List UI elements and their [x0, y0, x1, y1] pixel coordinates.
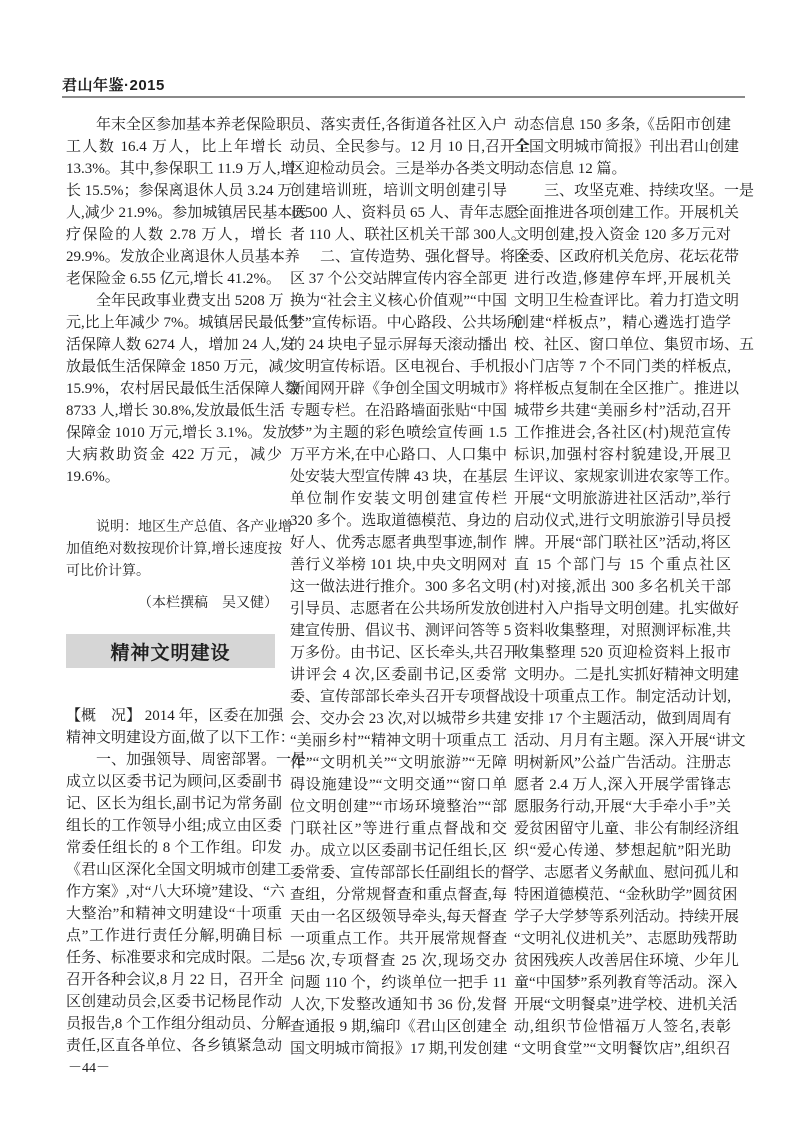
text-line: 召开各种会议,8 月 22 日，召开全 — [66, 972, 284, 988]
text-line: 专题专栏。在沿路墙面张贴“中国 — [290, 403, 507, 419]
text-line: 办。成立以区委副书记任组长,区 — [290, 843, 507, 859]
text-line: 进村入户指导文明创建。扎实做好 — [514, 601, 740, 617]
text-line: 愿者 2.4 万人,深入开展学雷锋志 — [514, 777, 731, 793]
text-line: 换为“社会主义核心价值观”“中国 — [290, 293, 507, 309]
text-line: 安排 17 个主题活动，做到周周有 — [514, 711, 732, 727]
text-line: 区创建动员会,区委书记杨昆作动 — [66, 994, 282, 1010]
paragraph — [66, 705, 295, 749]
paragraph — [66, 749, 307, 1057]
text-line: 将样板点复制在全区推广。推进以 — [514, 381, 740, 397]
text-line: 点”工作进行责任分解,明确目标 — [66, 928, 282, 944]
paragraph — [514, 114, 740, 180]
text-line: 员报告,8 个工作组分组动员、分解 — [66, 1016, 292, 1032]
text-line: 委、宣传部部长牵头召开专项督战 — [290, 689, 516, 705]
text-line: “美丽乡村”“精神文明十项重点工 — [290, 733, 507, 749]
header-rule — [62, 96, 745, 98]
column1-note — [66, 517, 292, 583]
section-heading-box — [66, 634, 275, 668]
text-line: 国文明城市简报》17 期,刊发创建 — [290, 1041, 508, 1057]
text-line: 说明：地区生产总值、各产业增 — [96, 520, 292, 535]
paragraph — [66, 114, 308, 290]
text-line: 【概 况】 2014 年，区委在加强 — [66, 708, 284, 724]
text-line: 委常委、宣传部部长任副组长的督 — [290, 865, 516, 881]
text-line: 开展“文明旅游进社区活动”,举行 — [514, 491, 731, 507]
text-line: (村)对接,派出 300 多名机关干部 — [514, 579, 731, 595]
text-line: 全国文明城市简报》刊出君山创建 — [514, 139, 740, 155]
text-line: 启动仪式,进行文明旅游引导员授 — [514, 513, 731, 529]
text-line: 贫困残疾人改善居住环境、少年儿 — [514, 953, 740, 969]
text-line: 可比价计算。 — [66, 564, 150, 579]
text-line: 创建培训班，培训文明创建引导 — [290, 183, 507, 199]
text-line: 工作推进会,各社区(村)规范宣传 — [514, 425, 731, 441]
text-line: 放最低生活保障金 1850 万元，减少 — [66, 359, 299, 375]
text-line: 320 多个。选取道德模范、身边的 — [290, 513, 512, 529]
text-line: 大整治”和精神文明建设“十项重 — [66, 906, 282, 922]
text-line: 区委、区政府机关危房、花坛花带 — [514, 249, 740, 265]
text-line: 元,比上年减少 7%。城镇居民最低生 — [66, 315, 304, 331]
paragraph — [290, 114, 531, 246]
text-line: 8733 人,增长 30.8%,发放最低生活 — [66, 403, 285, 419]
text-line: 作”“文明机关”“文明旅游”“无障 — [290, 755, 507, 771]
text-line: 的 24 块电子显示屏每天滚动播出 — [290, 337, 508, 353]
text-line: 长 15.5%；参保离退休人员 3.24 万 — [66, 183, 293, 199]
section-title: 精神文明建设 — [110, 642, 231, 664]
text-line: 单位制作安装文明创建宣传栏 — [290, 491, 507, 507]
column1-intro-text — [66, 114, 308, 488]
text-line: 引导员、志愿者在公共场所发放创 — [290, 601, 516, 617]
text-line: 员、落实责任,各街道各社区入户 — [290, 117, 507, 133]
text-line: 明树新风”公益广告活动。注册志 — [514, 755, 731, 771]
text-line: 动员、全民参与。12 月 10 日,召开全 — [290, 139, 531, 155]
text-line: 组长的工作领导小组;成立由区委 — [66, 818, 282, 834]
text-line: 善行义举榜 101 块,中央文明网对 — [290, 557, 507, 573]
text-line: 文明卫生检查评比。着力打造文明 — [514, 293, 740, 309]
text-line: 万平方米,在中心路口、人口集中 — [290, 447, 507, 463]
text-line: 19.6%。 — [66, 469, 120, 485]
text-line: 作方案》,对“八大环境”建设、“六 — [66, 884, 285, 900]
text-line: 疗保险的人数 2.78 万人，增长 — [66, 227, 282, 243]
text-line: 城带乡共建“美丽乡村”活动,召开 — [514, 403, 731, 419]
text-line: 标识,加强村容村貌建设,开展卫 — [514, 447, 731, 463]
text-line: 任务、标准要求和完成时限。二是 — [66, 950, 292, 966]
text-line: 保障金 1010 万元,增长 3.1%。发放 — [66, 425, 293, 441]
text-line: 动,组织节俭惜福万人签名,表彰 — [514, 1019, 731, 1035]
text-line: 织“爱心传递、梦想起航”阳光助 — [514, 843, 731, 859]
text-line: “文明食堂”“文明餐饮店”,组织召 — [514, 1041, 731, 1057]
text-line: 常委任组长的 8 个工作组。印发 — [66, 840, 282, 856]
text-line: 13.3%。其中,参保职工 11.9 万人,增 — [66, 161, 296, 177]
text-line: 新闻网开辟《争创全国文明城市》 — [290, 381, 516, 397]
text-line: 愿服务行动,开展“大手牵小手”关 — [514, 799, 731, 815]
column3-text — [514, 114, 755, 1060]
text-line: 开展“文明餐桌”进学校、进机关活 — [514, 997, 738, 1013]
author-attribution: （本栏撰稿 吴又健） — [138, 596, 278, 611]
paragraph — [514, 180, 755, 1060]
text-line: 文明办。二是扎实抓好精神文明建 — [514, 667, 740, 683]
text-line: 校、社区、窗口单位、集贸市场、五 — [514, 337, 755, 353]
text-line: 区迎检动员会。三是举办各类文明 — [290, 161, 516, 177]
text-line: 收集整理 520 页迎检资料上报市 — [514, 645, 731, 661]
text-line: 《君山区深化全国文明城市创建工 — [66, 862, 292, 878]
text-line: 处安装大型宣传牌 43 块，在基层 — [290, 469, 508, 485]
text-line: 工人数 16.4 万人，比上年增长 — [66, 139, 282, 155]
text-line: 年末全区参加基本养老保险职 — [96, 117, 292, 133]
text-line: 56 次,专项督查 25 次,现场交办 — [290, 953, 507, 969]
text-line: 员500 人、资料员 65 人、青年志愿 — [290, 205, 519, 221]
text-line: 29.9%。发放企业离退休人员基本养 — [66, 249, 300, 265]
text-line: 三、攻坚克难、持续攻坚。一是 — [544, 183, 755, 199]
paragraph — [66, 290, 304, 488]
text-line: 者 110 人、联社区机关干部 300人。 — [290, 227, 526, 243]
text-line: 全年民政事业费支出 5208 万 — [96, 293, 284, 309]
text-line: 创建“样板点”，精心遴选打造学 — [514, 315, 731, 331]
text-line: 童“中国梦”系列教育等活动。深入 — [514, 975, 738, 991]
text-line: 人,减少 21.9%。参加城镇居民基本医 — [66, 205, 308, 221]
text-line: 二、宣传造势、强化督导。将全 — [320, 249, 531, 265]
text-line: 梦”为主题的彩色喷绘宣传画 1.5 — [290, 425, 507, 441]
text-line: 特困道德模范、“金秋助学”圆贫困 — [514, 887, 738, 903]
text-line: 一项重点工作。共开展常规督查 — [290, 931, 507, 947]
text-line: 记、区长为组长,副书记为常务副 — [66, 796, 282, 812]
text-line: 区 37 个公交站牌宣传内容全部更 — [290, 271, 508, 287]
text-line: 门联社区”等进行重点督战和交 — [290, 821, 507, 837]
text-line: 活动、月月有主题。深入开展“讲文 — [514, 733, 746, 749]
text-line: 文明创建,投入资金 120 多万元对 — [514, 227, 731, 243]
text-line: 好人、优秀志愿者典型事迹,制作 — [290, 535, 507, 551]
text-line: 牌。开展“部门联社区”活动,将区 — [514, 535, 731, 551]
text-line: 碍设施建设”“文明交通”“窗口单 — [290, 777, 507, 793]
text-line: 责任,区直各单位、各乡镇紧急动 — [66, 1038, 282, 1054]
text-line: 学子大学梦等系列活动。持续开展 — [514, 909, 740, 925]
text-line: 全面推进各项创建工作。开展机关 — [514, 205, 740, 221]
text-line: 问题 110 个，约谈单位一把手 11 — [290, 975, 507, 991]
text-line: 讲评会 4 次,区委副书记,区委常 — [290, 667, 507, 683]
text-line: 梦”宣传标语。中心路段、公共场所 — [290, 315, 522, 331]
text-line: 这一做法进行推介。300 多名文明 — [290, 579, 512, 595]
text-line: 大病救助资金 422 万元，减少 — [66, 447, 282, 463]
text-line: 老保险金 6.55 亿元,增长 41.2%。 — [66, 271, 281, 287]
text-line: 设十项重点工作。制定活动计划, — [514, 689, 731, 705]
text-line: 活保障人数 6274 人，增加 24 人,发 — [66, 337, 295, 353]
text-line: 进行改造,修建停车坪,开展机关 — [514, 271, 731, 287]
text-line: 会、交办会 23 次,对以城带乡共建 — [290, 711, 512, 727]
paragraph — [290, 246, 531, 1060]
paragraph — [66, 517, 292, 583]
text-line: 精神文明建设方面,做了以下工作： — [66, 730, 295, 746]
text-line: 生评议、家规家训进农家等工作。 — [514, 469, 740, 485]
text-line: 人次,下发整改通知书 36 份,发督 — [290, 997, 507, 1013]
text-line: 15.9%，农村居民最低生活保障人数 — [66, 381, 300, 397]
text-line: 天由一名区级领导牵头,每天督查 — [290, 909, 507, 925]
text-line: 动态信息 150 多条,《岳阳市创建 — [514, 117, 731, 133]
text-line: 查组，分常规督查和重点督查,每 — [290, 887, 507, 903]
text-line: 文明宣传标语。区电视台、手机报、 — [290, 359, 531, 375]
text-line: 直 15 个部门与 15 个重点社区 — [514, 557, 731, 573]
text-line: 建宣传册、倡议书、测评问答等 5 — [290, 623, 512, 639]
text-line: 爱贫困留守儿童、非公有制经济组 — [514, 821, 740, 837]
text-line: 查通报 9 期,编印《君山区创建全 — [290, 1019, 507, 1035]
text-line: 位文明创建”“市场环境整治”“部 — [290, 799, 507, 815]
text-line: 学、志愿者义务献血、慰问孤儿和 — [514, 865, 740, 881]
text-line: 成立以区委书记为顾问,区委副书 — [66, 774, 282, 790]
text-line: 万多份。由书记、区长牵头,共召开 — [290, 645, 519, 661]
text-line: 小门店等 7 个不同门类的样板点, — [514, 359, 731, 375]
text-line: 一、加强领导、周密部署。一是 — [96, 752, 307, 768]
page-number: －44－ — [68, 1061, 110, 1076]
running-header-title: 君山年鉴·2015 — [62, 77, 165, 94]
text-line: 资料收集整理，对照测评标准,共 — [514, 623, 731, 639]
column2-text — [290, 114, 531, 1060]
text-line: 动态信息 12 篇。 — [514, 161, 627, 177]
column1-body-text — [66, 705, 307, 1057]
text-line: 加值绝对数按现价计算,增长速度按 — [66, 542, 282, 557]
text-line: “文明礼仪进机关”、志愿助残帮助 — [514, 931, 738, 947]
